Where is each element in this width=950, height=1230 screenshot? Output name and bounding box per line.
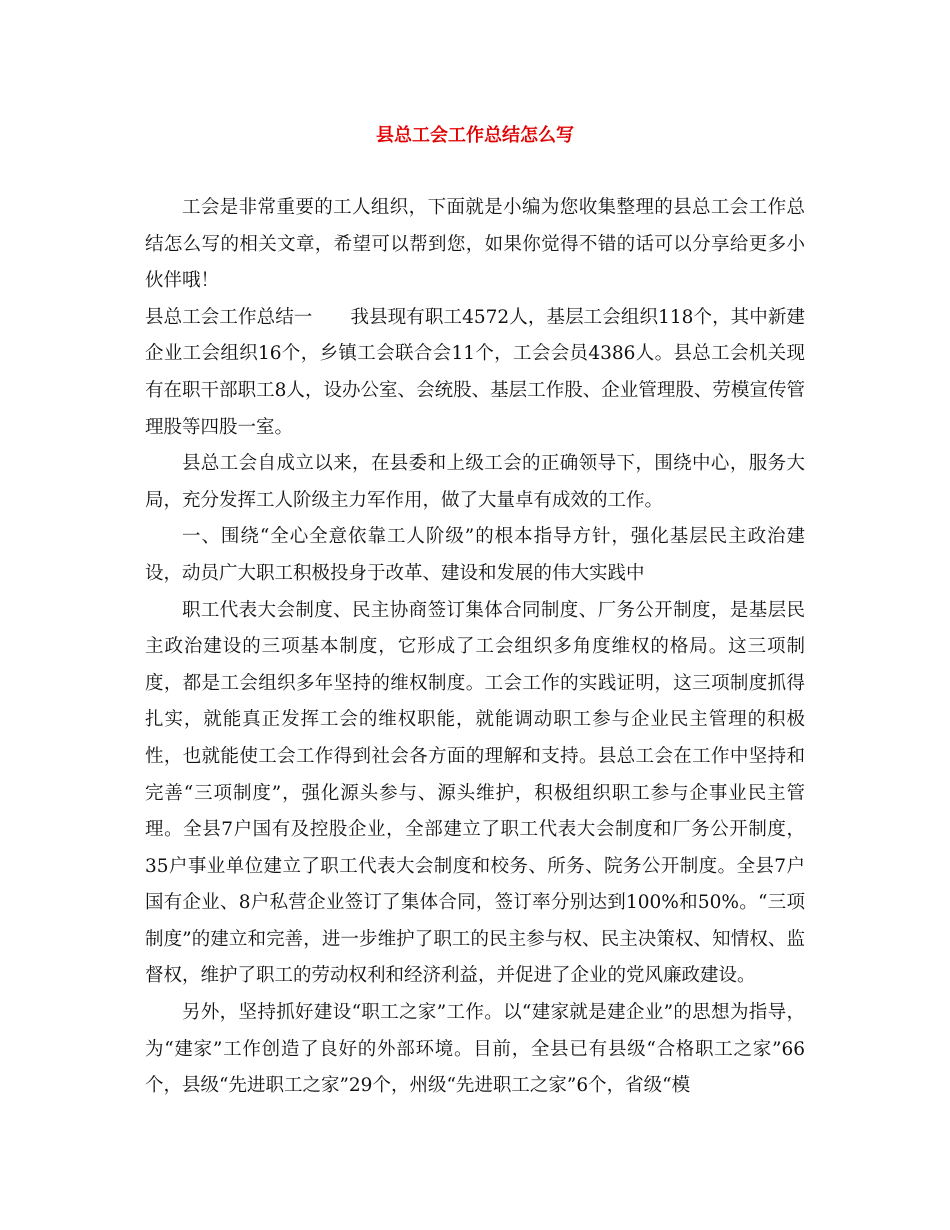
section-paragraph: [145, 300, 805, 446]
paragraph-1: 我县现有职工4572人，基层工会组织118个，其中新建企业工会组织16个，乡镇工会联合会11个，工会会员4386人。县总工会机关现有在职干部职工8人，设办公室、会统股、基层工作股、企业管理股、劳模宣传管理股等四股一室。: [145, 306, 805, 438]
paragraph-2: 县总工会自成立以来，在县委和上级工会的正确领导下，围绕中心，服务大局，充分发挥工人阶级主力军作用，做了大量卓有成效的工作。: [145, 453, 805, 511]
paragraph-3: 一、围绕“全心全意依靠工人阶级”的根本指导方针，强化基层民主政治建设，动员广大职工积极投身于改革、建设和发展的伟大实践中: [145, 526, 805, 584]
document-title: 县总工会工作总结怎么写: [376, 125, 574, 146]
paragraph-5: 另外，坚持抓好建设“职工之家”工作。以“建家就是建企业”的思想为指导，为“建家”工作创造了良好的外部环境。目前，全县已有县级“合格职工之家”66个，县级“先进职工之家”29个，州级“先进职工之家”6个，省级“模: [145, 1002, 805, 1097]
document-body: [145, 190, 805, 1105]
paragraph-4: 职工代表大会制度、民主协商签订集体合同制度、厂务公开制度，是基层民主政治建设的三项基本制度，它形成了工会组织多角度维权的格局。这三项制度，都是工会组织多年坚持的维权制度。工会工作的实践证明，这三项制度抓得扎实，就能真正发挥工会的维权职能，就能调动职工参与企业民主管理的积极性，也就能使工会工作得到社会各方面的理解和支持。县总工会在工作中坚持和完善“三项制度”，强化源头参与、源头维护，积极组织职工参与企事业民主管理。全县7户国有及控股企业，全部建立了职工代表大会制度和厂务公开制度，35户事业单位建立了职工代表大会制度和校务、所务、院务公开制度。全县7户国有企业、8户私营企业签订了集体合同，签订率分别达到100%和50%。“三项制度”的建立和完善，进一步维护了职工的民主参与权、民主决策权、知情权、监督权，维护了职工的劳动权利和经济利益，并促进了企业的党风廉政建设。: [145, 599, 805, 987]
intro-paragraph: 工会是非常重要的工人组织，下面就是小编为您收集整理的县总工会工作总结怎么写的相关文章，希望可以帮到您，如果你觉得不错的话可以分享给更多小伙伴哦！: [145, 197, 805, 292]
section-heading: 县总工会工作总结一: [145, 306, 313, 328]
